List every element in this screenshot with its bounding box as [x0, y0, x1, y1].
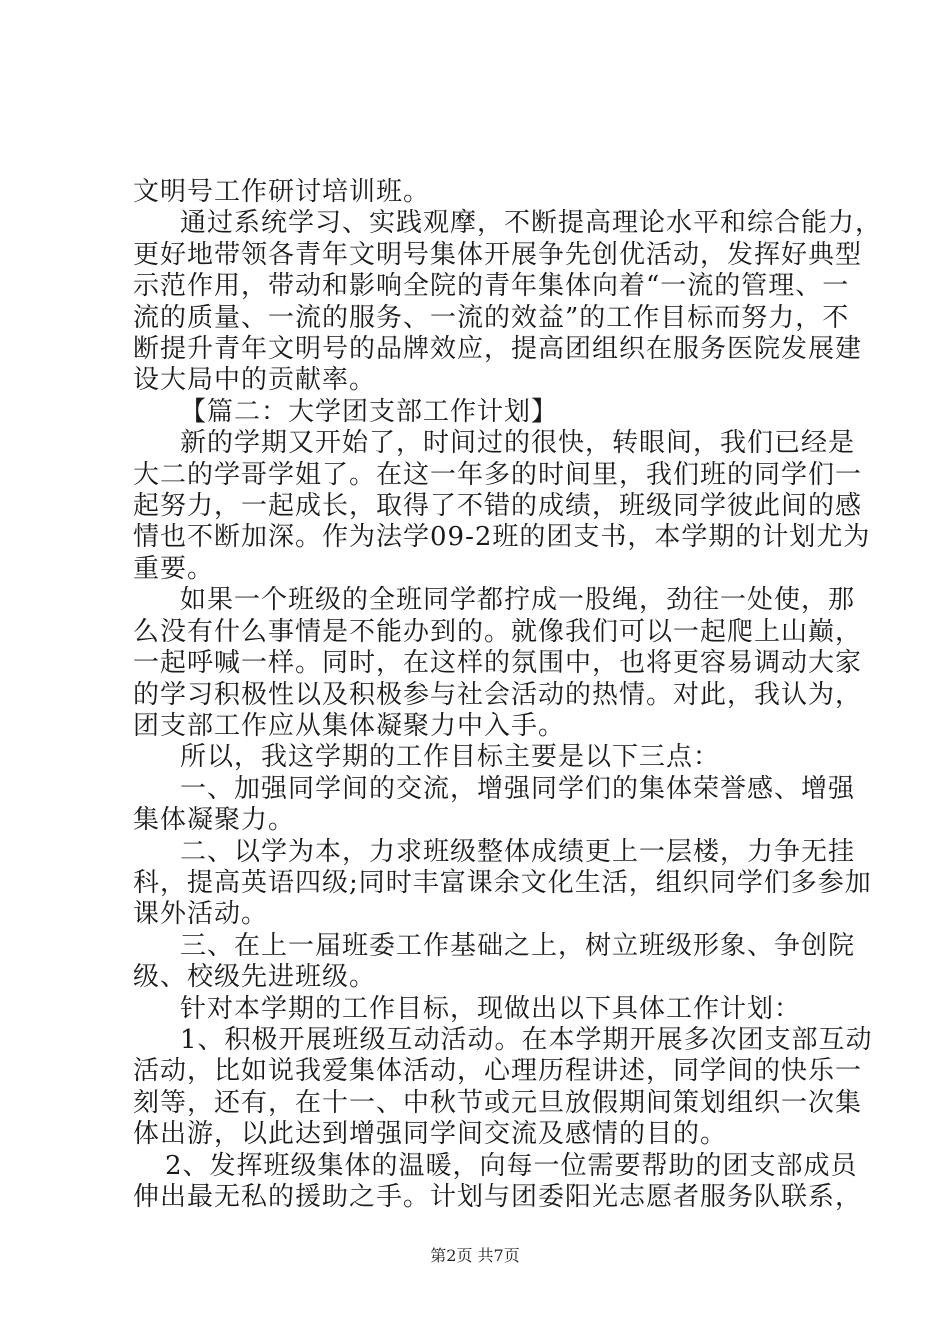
- text-line: 么没有什么事情是不能办到的。就像我们可以一起爬上山巅，: [133, 617, 863, 647]
- text-line: 伸出最无私的援助之手。计划与团委阳光志愿者服务队联系，: [133, 1182, 863, 1212]
- text-line: 一起呼喊一样。同时，在这样的氛围中，也将更容易调动大家: [133, 648, 863, 678]
- text-line: 二、以学为本，力求班级整体成绩更上一层楼，力争无挂: [180, 837, 856, 867]
- text-line: 集体凝聚力。: [133, 805, 296, 835]
- text-line: 流的质量、一流的服务、一流的效益”的工作目标而努力，不: [133, 303, 850, 333]
- text-line: 新的学期又开始了，时间过的很快，转眼间，我们已经是: [180, 428, 856, 458]
- section-heading: 【篇二：大学团支部工作计划】: [180, 397, 559, 427]
- text-line: 如果一个班级的全班同学都拧成一股绳，劲往一处使，那: [180, 585, 856, 615]
- text-line: 通过系统学习、实践观摩，不断提高理论水平和综合能力，: [180, 208, 883, 238]
- text-line: 刻等，还有，在十一、中秋节或元旦放假期间策划组织一次集: [133, 1088, 863, 1118]
- text-line: 更好地带领各青年文明号集体开展争先创优活动，发挥好典型: [133, 240, 863, 270]
- text-line: 一、加强同学间的交流，增强同学们的集体荣誉感、增强: [180, 774, 856, 804]
- text-line: 的学习积极性以及积极参与社会活动的热情。对此，我认为，: [133, 680, 863, 710]
- text-line: 针对本学期的工作目标，现做出以下具体工作计划：: [180, 994, 802, 1024]
- text-line: 1、积极开展班级互动活动。在本学期开展多次团支部互动: [180, 1025, 873, 1055]
- text-line: 级、校级先进班级。: [133, 962, 377, 992]
- text-line: 课外活动。: [133, 899, 269, 929]
- text-line: 团支部工作应从集体凝聚力中入手。: [133, 711, 566, 741]
- text-line: 活动，比如说我爱集体活动，心理历程讲述，同学间的快乐一: [133, 1056, 863, 1086]
- text-line: 2、发挥班级集体的温暖，向每一位需要帮助的团支部成员: [165, 1151, 858, 1181]
- text-line: 科，提高英语四级;同时丰富课余文化生活，组织同学们多参加: [133, 868, 872, 898]
- text-line: 示范作用，带动和影响全院的青年集体向着“一流的管理、一: [133, 271, 850, 301]
- text-line: 文明号工作研讨培训班。: [133, 177, 431, 207]
- text-line: 情也不断加深。作为法学09-2班的团支书，本学期的计划尤为: [133, 522, 871, 552]
- text-line: 体出游，以此达到增强同学间交流及感情的目的。: [133, 1119, 728, 1149]
- text-line: 起努力，一起成长，取得了不错的成绩，班级同学彼此间的感: [133, 491, 863, 521]
- page-footer: 第2页 共7页: [430, 1246, 520, 1265]
- text-line: 大二的学哥学姐了。在这一年多的时间里，我们班的同学们一: [133, 460, 863, 490]
- text-line: 断提升青年文明号的品牌效应，提高团组织在服务医院发展建: [133, 334, 863, 364]
- text-line: 设大局中的贡献率。: [133, 365, 377, 395]
- text-line: 重要。: [133, 554, 215, 584]
- text-line: 三、在上一届班委工作基础之上，树立班级形象、争创院: [180, 931, 856, 961]
- text-line: 所以，我这学期的工作目标主要是以下三点：: [180, 742, 721, 772]
